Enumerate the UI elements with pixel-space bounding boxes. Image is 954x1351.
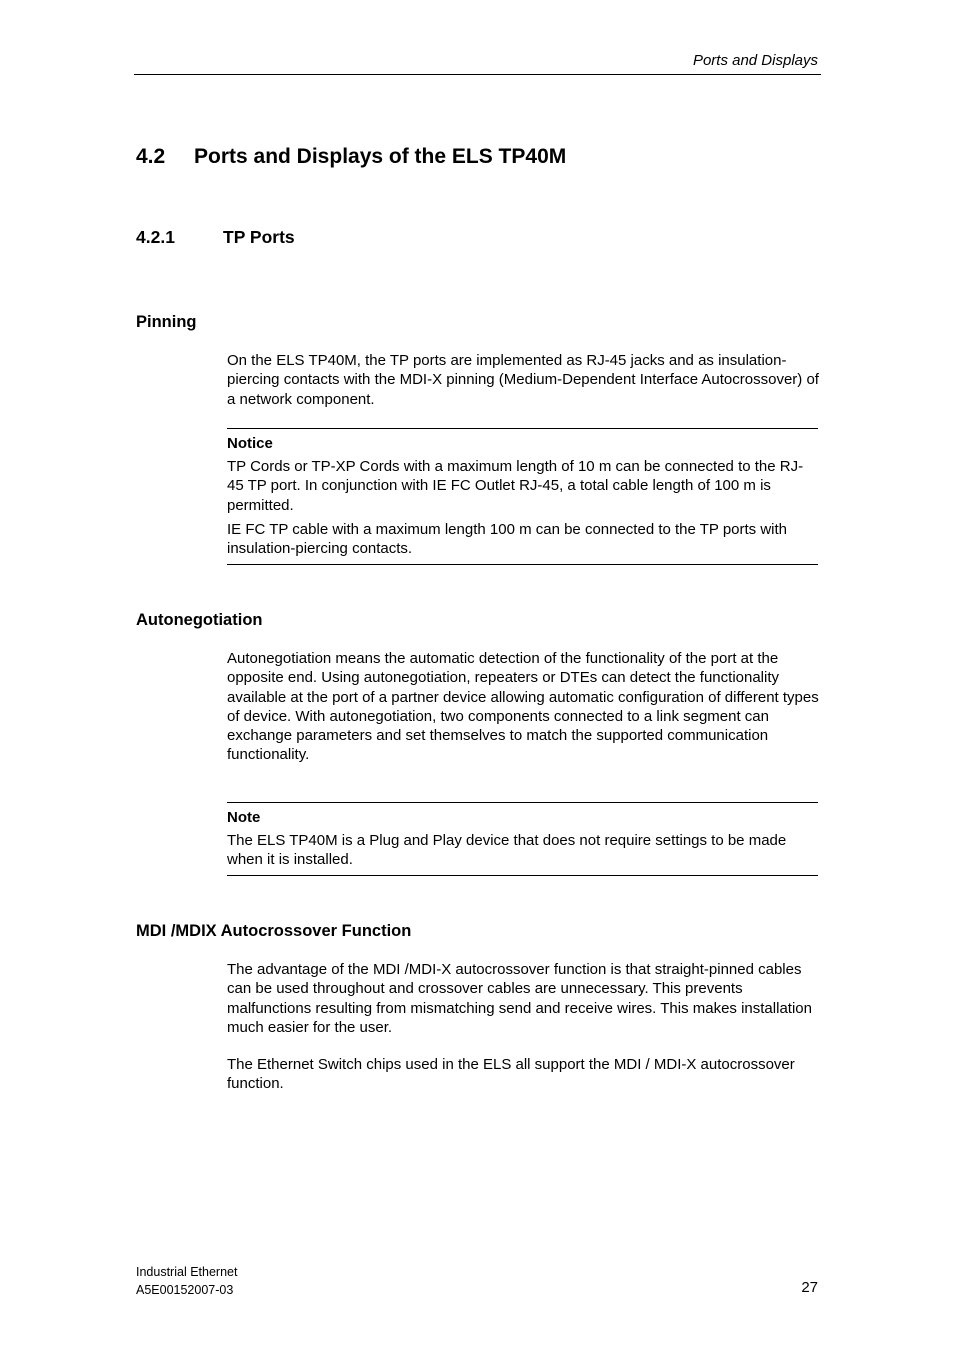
autonegotiation-heading: Autonegotiation — [136, 611, 263, 629]
section-title: Ports and Displays of the ELS TP40M — [194, 145, 567, 168]
notice-paragraph-1: TP Cords or TP-XP Cords with a maximum length of 10 m can be connected to the RJ-45 TP port. In conjunction with IE FC Outlet RJ-45, a total cable length of 100 m is permitted. — [227, 458, 804, 514]
subsection-heading — [136, 227, 295, 248]
pinning-heading: Pinning — [136, 313, 197, 331]
section-heading — [136, 145, 566, 169]
running-header-title: Ports and Displays — [692, 52, 818, 69]
mdix-heading: MDI /MDIX Autocrossover Function — [136, 922, 412, 940]
autonegotiation-text: Autonegotiation means the automatic detection of the functionality of the port at the opposite end. Using autonegotiation, repeaters or DTEs can detect the functionality available at the port of a partner device allowing automatic configuration of different types of device. With autonegotiation, two components connected to a link segment can exchange parameters and set themselves to match the supported communication functionality. — [227, 650, 819, 764]
notice-box — [227, 428, 818, 565]
section-number: 4.2 — [136, 145, 166, 168]
footer-line-2: A5E00152007-03 — [136, 1282, 234, 1297]
notice-title: Notice — [227, 435, 273, 452]
subsection-number: 4.2.1 — [136, 227, 175, 247]
notice-paragraph-2: IE FC TP cable with a maximum length 100 m can be connected to the TP ports with insulation-piercing contacts. — [227, 520, 788, 558]
note-box — [227, 802, 818, 876]
note-title: Note — [227, 809, 261, 826]
subsection-title: TP Ports — [223, 227, 295, 247]
mdix-paragraph-1: The advantage of the MDI /MDI-X autocrossover function is that straight-pinned cables can be used throughout and crossover cables are unnecessary. This prevents malfunctions resulting from mismatching send and receive wires. This makes installation much easier for the user. — [227, 961, 812, 1036]
pinning-text: On the ELS TP40M, the TP ports are implemented as RJ-45 jacks and as insulation-piercing contacts with the MDI-X pinning (Medium-Dependent Interface Autocrossover) of a network component. — [227, 352, 819, 408]
page-number: 27 — [801, 1279, 818, 1296]
header-rule — [134, 74, 821, 75]
note-text: The ELS TP40M is a Plug and Play device that does not require settings to be made when it is installed. — [227, 832, 787, 869]
mdix-paragraph-2: The Ethernet Switch chips used in the ELS all support the MDI / MDI-X autocrossover function. — [227, 1056, 795, 1093]
footer-line-1: Industrial Ethernet — [136, 1265, 238, 1279]
footer-info — [136, 1264, 237, 1299]
